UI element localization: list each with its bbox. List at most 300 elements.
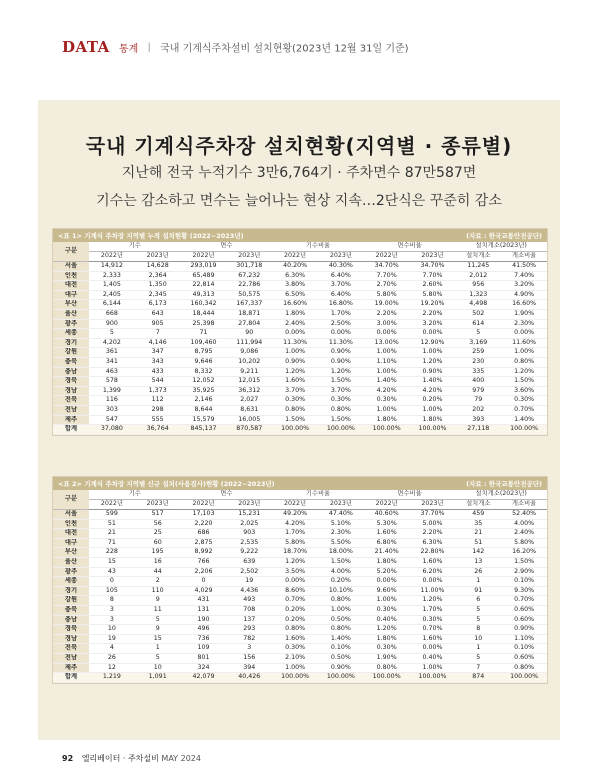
table-cell: 463 [89,367,135,377]
table-cell: 4.20% [272,519,318,529]
table-cell: 0.00% [364,329,410,339]
table-row [53,510,547,520]
row-label: 제주 [53,663,89,673]
table-cell: 40.20% [272,262,318,272]
table-caption: <표 1> 기계식 주차장 지역별 누적 설치현황 (2022~2023년) [58,232,244,240]
table-cell: 19 [226,577,272,587]
table-cell: 10 [89,625,135,635]
total-row [53,673,547,683]
table-row [53,625,547,635]
table-cell: 90 [226,329,272,339]
table-cell: 4,498 [455,300,501,310]
table-cell: 22.80% [410,548,456,558]
table-cell: 1.10% [364,357,410,367]
table-cell: 400 [455,377,501,387]
table-cell: 905 [135,319,181,329]
table-cell: 1.00% [364,367,410,377]
table-row [53,596,547,606]
table-cell: 5 [135,653,181,663]
table-cell: 2.40% [272,319,318,329]
table-row [53,538,547,548]
table-cell: 502 [455,309,501,319]
table-cell: 0.20% [318,577,364,587]
table-cell: 11.00% [410,586,456,596]
col-group-header: 면수비율 [364,242,456,252]
table-cell: 431 [181,596,227,606]
table-cell: 1,091 [135,673,181,683]
data-table [53,242,547,435]
table-cell: 6 [455,596,501,606]
section-brand: DATA [62,38,110,56]
table-row [53,529,547,539]
table-row [53,605,547,615]
table-cell: 1.70% [410,605,456,615]
table-cell: 0.00% [410,577,456,587]
col-group-header: 면수 [181,242,273,252]
table-cell: 18.70% [272,548,318,558]
col-header: 2022년 [89,252,135,262]
table-cell: 2.70% [364,281,410,291]
table-cell: 11 [135,605,181,615]
table-cell: 1.40% [318,634,364,644]
table-cell: 1.20% [272,557,318,567]
table-cell: 12,052 [181,377,227,387]
table-cell: 0.00% [318,329,364,339]
table-cell: 301,718 [226,262,272,272]
table-cell: 0.90% [318,357,364,367]
table-cell: 2.60% [410,281,456,291]
article-title: 국내 기계식주차장 설치현황(지역별 · 종류별) [85,134,513,158]
table-cell: 44 [135,567,181,577]
table-cell: 131 [181,605,227,615]
table-cell: 6.40% [318,290,364,300]
table-cell: 105 [89,586,135,596]
table-cell: 0.90% [501,625,547,635]
table-row [53,415,547,425]
table-cell: 11.60% [501,338,547,348]
row-label: 서울 [53,510,89,520]
table-cell: 111,994 [226,338,272,348]
table-cell: 1,405 [89,281,135,291]
table-row [53,329,547,339]
table-cell: 0.10% [501,644,547,654]
table-cell: 9,646 [181,357,227,367]
table-cell: 5 [135,615,181,625]
table-cell: 0.70% [501,405,547,415]
table-cell: 1.00% [272,348,318,358]
table-cell: 47.40% [318,510,364,520]
table-cell: 1.60% [410,634,456,644]
table-cell: 0.00% [410,329,456,339]
table-cell: 15 [89,557,135,567]
table-cell: 0.70% [272,596,318,606]
table-cell: 10.10% [318,586,364,596]
table-cell: 1,373 [135,386,181,396]
table-cell: 1.60% [410,557,456,567]
table-cell: 668 [89,309,135,319]
table-cell: 18,444 [181,309,227,319]
row-label: 강원 [53,348,89,358]
table-cell: 0.80% [318,625,364,635]
table-cell: 6.30% [410,538,456,548]
table-cell: 41.50% [501,262,547,272]
table-cell: 14,912 [89,262,135,272]
row-label: 대구 [53,538,89,548]
table-cell: 0.30% [364,396,410,406]
table-cell: 5 [455,653,501,663]
col-header: 2022년 [272,500,318,510]
table-cell: 2,220 [181,519,227,529]
table-cell: 1.50% [318,557,364,567]
row-label: 경기 [53,338,89,348]
table-cell: 22,814 [181,281,227,291]
col-header: 2022년 [89,500,135,510]
table-cell: 40,426 [226,673,272,683]
table-cell: 6.40% [318,271,364,281]
table-cell: 1.00% [364,405,410,415]
table-cell: 5.30% [364,519,410,529]
table-cell: 2,012 [455,271,501,281]
row-label: 부산 [53,300,89,310]
col-group-header: 기수비율 [272,242,364,252]
table-cell: 6,173 [135,300,181,310]
article-subtitle-1: 지난해 전국 누적기수 3만6,764기 · 주차면수 87만587면 [121,165,477,181]
table-cell: 293,019 [181,262,227,272]
col-header: 2023년 [226,500,272,510]
table-cell: 9,222 [226,548,272,558]
row-label: 전남 [53,405,89,415]
table-cell: 303 [89,405,135,415]
table-cell: 1.00% [272,663,318,673]
table-cell: 5.80% [410,290,456,300]
col-header: 2023년 [410,500,456,510]
table-cell: 5.80% [501,538,547,548]
table-1 [52,228,548,436]
table-cell: 12 [89,663,135,673]
table-cell: 26 [89,653,135,663]
table-cell: 1.00% [364,348,410,358]
table-cell: 5 [455,615,501,625]
table-cell: 12.90% [410,338,456,348]
table-cell: 4,146 [135,338,181,348]
table-cell: 870,587 [226,425,272,435]
table-cell: 686 [181,529,227,539]
table-2 [52,476,548,684]
row-label: 제주 [53,415,89,425]
table-cell: 11.30% [318,338,364,348]
table-cell: 2.30% [501,319,547,329]
table-cell: 0 [181,577,227,587]
table-cell: 11,245 [455,262,501,272]
table-cell: 1.20% [318,367,364,377]
table-cell: 1.20% [272,367,318,377]
magazine-issue: MAY 2024 [161,754,201,763]
table-cell: 2.20% [410,529,456,539]
col-header: 2023년 [226,252,272,262]
table-cell: 0.30% [410,615,456,625]
col-group-header: 면수 [181,490,273,500]
col-header: 2022년 [364,500,410,510]
table-cell: 19 [89,634,135,644]
table-cell: 8,631 [226,405,272,415]
table-cell: 393 [455,415,501,425]
table-cell: 1.80% [364,634,410,644]
table-row [53,290,547,300]
table-row [53,405,547,415]
table-cell: 3,169 [455,338,501,348]
table-cell: 0.80% [501,663,547,673]
header-separator: | [147,41,151,53]
table-row [53,309,547,319]
col-header: 2022년 [364,252,410,262]
table-cell: 9 [135,625,181,635]
row-label: 광주 [53,319,89,329]
table-cell: 16.60% [501,300,547,310]
table-cell: 9,086 [226,348,272,358]
table-cell: 1.60% [272,377,318,387]
table-cell: 6.50% [272,290,318,300]
table-cell: 13 [455,557,501,567]
table-cell: 3 [226,644,272,654]
table-cell: 7.40% [501,271,547,281]
table-cell: 259 [455,348,501,358]
table-cell: 21 [455,529,501,539]
data-table [53,490,547,683]
row-label: 울산 [53,309,89,319]
table-cell: 5.10% [318,519,364,529]
table-cell: 0.40% [364,615,410,625]
table-cell: 26 [455,567,501,577]
table-cell: 10 [135,663,181,673]
table-cell: 22,786 [226,281,272,291]
row-label: 경남 [53,634,89,644]
table-cell: 1.80% [410,415,456,425]
table-cell: 3.20% [501,281,547,291]
table-cell: 8,332 [181,367,227,377]
table-cell: 1,399 [89,386,135,396]
table-cell: 2,364 [135,271,181,281]
table-cell: 1.80% [364,415,410,425]
col-group-header: 구분 [53,490,89,510]
table-cell: 4.00% [318,567,364,577]
table-cell: 1.20% [410,357,456,367]
table-cell: 19.20% [410,300,456,310]
header-description: 국내 기계식주차설비 설치현황(2023년 12월 31일 기준) [160,43,409,55]
row-label: 인천 [53,271,89,281]
table-cell: 67,232 [226,271,272,281]
table-cell: 1.70% [318,309,364,319]
page-number: 92 [62,754,74,763]
table-cell: 36,312 [226,386,272,396]
table-cell: 3.70% [318,281,364,291]
table-cell: 1.00% [410,348,456,358]
table-cell: 1.40% [410,377,456,387]
table-cell: 3.60% [501,386,547,396]
table-cell: 109,460 [181,338,227,348]
table-cell: 6.80% [364,538,410,548]
table-cell: 14,628 [135,262,181,272]
table-cell: 0.00% [410,644,456,654]
table-cell: 0.10% [501,577,547,587]
table-row [53,557,547,567]
table-cell: 60 [135,538,181,548]
table-cell: 0.30% [501,396,547,406]
col-group-header: 기수 [89,242,181,252]
table-cell: 0.90% [272,357,318,367]
table-body [53,262,547,435]
table-cell: 79 [455,396,501,406]
table-row [53,396,547,406]
table-cell: 4.20% [364,386,410,396]
table-cell: 5 [455,329,501,339]
table-cell: 6,144 [89,300,135,310]
table-row [53,634,547,644]
table-cell: 394 [226,663,272,673]
col-group-header: 기수비율 [272,490,364,500]
table-cell: 766 [181,557,227,567]
article-panel [38,100,560,740]
table-cell: 0.30% [318,396,364,406]
table-cell: 18,871 [226,309,272,319]
table-cell: 9.60% [364,586,410,596]
table-cell: 12,015 [226,377,272,387]
table-cell: 3.70% [272,386,318,396]
table-cell: 142 [455,548,501,558]
table-cell: 202 [455,405,501,415]
table-cell: 496 [181,625,227,635]
table-cell: 5 [455,605,501,615]
table-cell: 979 [455,386,501,396]
table-row [53,577,547,587]
table-cell: 3.20% [410,319,456,329]
table-row [53,377,547,387]
table-cell: 1.00% [410,663,456,673]
table-cell: 100.00% [318,673,364,683]
table-cell: 65,489 [181,271,227,281]
table-cell: 37,080 [89,425,135,435]
table-row [53,262,547,272]
table-cell: 50,575 [226,290,272,300]
row-label: 경북 [53,377,89,387]
table-cell: 10 [455,634,501,644]
table-cell: 0.00% [272,329,318,339]
table-cell: 167,337 [226,300,272,310]
table-cell: 4.90% [501,290,547,300]
row-label: 대전 [53,529,89,539]
row-label: 충북 [53,605,89,615]
table-cell: 21 [89,529,135,539]
table-cell: 8,992 [181,548,227,558]
table-cell: 19.00% [364,300,410,310]
table-cell: 36,764 [135,425,181,435]
row-label: 대구 [53,290,89,300]
table-cell: 1.00% [318,605,364,615]
table-row [53,663,547,673]
table-cell: 56 [135,519,181,529]
table-cell: 361 [89,348,135,358]
col-header: 2022년 [181,252,227,262]
table-cell: 42,079 [181,673,227,683]
table-cell: 3.50% [272,567,318,577]
row-label: 서울 [53,262,89,272]
table-cell: 801 [181,653,227,663]
table-cell: 1.60% [364,529,410,539]
table-cell: 956 [455,281,501,291]
table-cell: 293 [226,625,272,635]
table-row [53,367,547,377]
table-cell: 7.70% [364,271,410,281]
table-cell: 0.70% [410,625,456,635]
table-cell: 736 [181,634,227,644]
row-label: 충남 [53,615,89,625]
table-cell: 1.90% [501,309,547,319]
table-cell: 195 [135,548,181,558]
table-cell: 21.40% [364,548,410,558]
table-row [53,338,547,348]
col-header: 개소비율 [501,500,547,510]
table-cell: 900 [89,319,135,329]
table-cell: 0.90% [410,367,456,377]
table-cell: 0.80% [318,596,364,606]
table-cell: 3.80% [272,281,318,291]
table-cell: 0.80% [501,357,547,367]
table-cell: 15 [135,634,181,644]
table-cell: 1.10% [501,634,547,644]
table-cell: 2,875 [181,538,227,548]
table-cell: 0.50% [318,615,364,625]
row-label: 대전 [53,281,89,291]
table-cell: 5.80% [272,538,318,548]
table-cell: 2,405 [89,290,135,300]
col-header: 2023년 [318,252,364,262]
table-cell: 34.70% [410,262,456,272]
table-cell: 6.20% [410,567,456,577]
table-cell: 493 [226,596,272,606]
table-cell: 0.00% [364,577,410,587]
table-caption: <표 2> 기계식 주차장 지역별 신규 설치(사용검사)현황 (2022~2023년) [58,480,275,488]
table-row [53,653,547,663]
table-cell: 3.00% [364,319,410,329]
table-cell: 43 [89,567,135,577]
col-header: 2022년 [272,252,318,262]
table-cell: 112 [135,396,181,406]
table-cell: 1.90% [364,653,410,663]
table-cell: 708 [226,605,272,615]
table-cell: 2,027 [226,396,272,406]
table-cell: 8 [89,596,135,606]
table-row [53,348,547,358]
table-cell: 1.00% [364,596,410,606]
table-cell: 100.00% [272,673,318,683]
table-row [53,548,547,558]
row-label: 경기 [53,586,89,596]
row-label: 전북 [53,644,89,654]
table-cell: 1.40% [501,415,547,425]
table-cell: 16.60% [272,300,318,310]
table-cell: 25 [135,529,181,539]
section-category: 통계 [119,43,139,55]
col-header: 2022년 [181,500,227,510]
table-cell: 0.60% [501,653,547,663]
table-cell: 0.70% [501,596,547,606]
table-cell: 1.20% [501,367,547,377]
table-cell: 156 [226,653,272,663]
table-body [53,510,547,683]
table-cell: 4.20% [410,386,456,396]
table-cell: 845,137 [181,425,227,435]
page-footer [62,753,201,764]
table-cell: 27,804 [226,319,272,329]
